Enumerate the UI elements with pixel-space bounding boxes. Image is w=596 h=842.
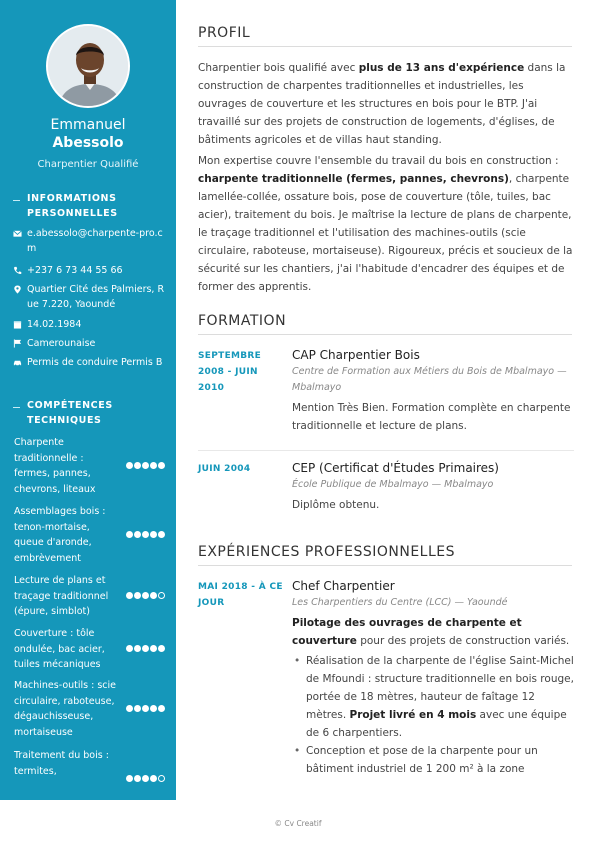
skill-rating — [126, 531, 165, 538]
footer-credit: © Cv Creatif — [274, 819, 322, 828]
license-value: Permis de conduire Permis B — [27, 357, 163, 368]
flag-icon — [13, 339, 22, 348]
formation-heading: FORMATION — [198, 313, 572, 335]
rating-dot-filled — [142, 592, 149, 599]
location-pin-icon — [13, 285, 22, 294]
rating-dot-filled — [126, 531, 133, 538]
sidebar — [0, 0, 176, 800]
email-value[interactable]: e.abessolo@charpente-pro.cm — [27, 228, 163, 254]
person-photo-icon — [48, 26, 130, 108]
rating-dot-filled — [150, 531, 157, 538]
envelope-icon — [13, 229, 22, 238]
skill-label: Couverture : tôle ondulée, bac acier, tuiles mécaniques — [14, 628, 105, 670]
experience-title: Chef Charpentier — [292, 579, 395, 593]
skill-rating — [126, 705, 165, 712]
skill-rating — [126, 775, 165, 782]
formation-date: SEPTEMBRE 2008 - JUIN 2010 — [198, 351, 262, 393]
avatar — [46, 24, 130, 108]
rating-dot-filled — [126, 705, 133, 712]
first-name: Emmanuel — [50, 117, 126, 133]
formation-school: École Publique de Mbalmayo — Mbalmayo — [292, 479, 494, 490]
rating-dot-filled — [126, 462, 133, 469]
experience-bullet: • Réalisation de la charpente de l'église Saint-Michel de Mfoundi : structure traditionnelle en bois rouge, portée de 18 mètres, hauteur de faîtage 12 mètres. Projet livré en 4 mois avec une équipe de 6 charpentiers. — [292, 652, 574, 742]
rating-dot-filled — [134, 645, 141, 652]
experience-heading: EXPÉRIENCES PROFESSIONNELLES — [198, 544, 572, 566]
formation-school: Centre de Formation aux Métiers du Bois de Mbalmayo — Mbalmayo — [292, 366, 567, 393]
profil-paragraph-2: Mon expertise couvre l'ensemble du travail du bois en construction : charpente traditionnelle (fermes, pannes, chevrons), charpente lamellée-collée, ossature bois, pose de couverture (tôle, tuiles, bac acier), traitement du bois. Je maîtrise la lecture de plans de charpente, le traçage traditionnel et l'utilisation des machines-outils (scie circulaire, raboteuse, mortaiseuse). Rigoureux, précis et soucieux de la sécurité sur les chantiers, j'ai l'habitude d'encadrer des équipes et de former des apprentis. — [198, 155, 573, 293]
address-value: Quartier Cité des Palmiers, Rue 7.220, Yaoundé — [27, 284, 165, 310]
skill-label: Traitement du bois : termites, — [14, 750, 109, 777]
rating-dot-empty — [158, 775, 165, 782]
formation-title: CEP (Certificat d'Études Primaires) — [292, 461, 499, 475]
skill-rating — [126, 462, 165, 469]
skill-label: Assemblages bois : tenon-mortaise, queue d'aronde, embrèvement — [14, 506, 106, 564]
rating-dot-empty — [158, 592, 165, 599]
experience-date: MAI 2018 - À CE JOUR — [198, 582, 283, 608]
skill-item — [14, 748, 174, 779]
rating-dot-filled — [126, 775, 133, 782]
rating-dot-filled — [134, 705, 141, 712]
phone-value[interactable]: +237 6 73 44 55 66 — [27, 265, 123, 276]
formation-title: CAP Charpentier Bois — [292, 348, 420, 362]
skills-heading: COMPÉTENCES TECHNIQUES — [13, 398, 163, 428]
phone-row[interactable] — [13, 263, 168, 278]
formation-entry — [292, 459, 574, 514]
experience-bullet: • Conception et pose de la charpente pour un bâtiment industriel de 1 200 m² à la zone — [292, 742, 574, 778]
rating-dot-filled — [158, 531, 165, 538]
skill-item — [14, 573, 174, 620]
formation-description: Mention Très Bien. Formation complète en charpente traditionnelle et lecture de plans. — [292, 402, 571, 432]
experience-summary: Pilotage des ouvrages de charpente et couverture pour des projets de construction variés. — [292, 617, 570, 647]
skill-rating — [126, 645, 165, 652]
profil-heading: PROFIL — [198, 25, 572, 47]
rating-dot-filled — [142, 645, 149, 652]
rating-dot-filled — [150, 592, 157, 599]
skill-item — [14, 504, 174, 566]
rating-dot-filled — [126, 592, 133, 599]
skill-label: Lecture de plans et traçage traditionnel (épure, simblot) — [14, 575, 109, 617]
rating-dot-filled — [142, 705, 149, 712]
divider — [198, 450, 574, 451]
rating-dot-filled — [158, 705, 165, 712]
rating-dot-filled — [150, 462, 157, 469]
profil-paragraph-1: Charpentier bois qualifié avec plus de 13 ans d'expérience dans la construction de charpentes traditionnelles et industrielles, les ouvrages de couverture et les structures en bois pour le BTP. J'ai travaillé sur des projets de construction de logements, d'églises, de bâtiments agricoles et de villas haut standing. — [198, 62, 566, 146]
skill-item — [14, 435, 174, 497]
rating-dot-filled — [150, 645, 157, 652]
skill-item — [14, 678, 174, 740]
car-icon — [13, 358, 22, 367]
experience-company: Les Charpentiers du Centre (LCC) — Yaoundé — [292, 597, 508, 608]
nationality-row — [13, 336, 168, 351]
rating-dot-filled — [134, 592, 141, 599]
rating-dot-filled — [142, 462, 149, 469]
skill-rating — [126, 592, 165, 599]
rating-dot-filled — [134, 462, 141, 469]
rating-dot-filled — [158, 462, 165, 469]
rating-dot-filled — [158, 645, 165, 652]
nationality-value: Camerounaise — [27, 338, 96, 349]
rating-dot-filled — [134, 531, 141, 538]
skill-label: Machines-outils : scie circulaire, raboteuse, dégauchisseuse, mortaiseuse — [14, 680, 117, 738]
email-row[interactable] — [13, 226, 168, 256]
birthdate-value: 14.02.1984 — [27, 319, 82, 330]
birthdate-row — [13, 317, 168, 332]
experience-bullets — [292, 652, 574, 778]
experience-entry — [292, 577, 574, 778]
formation-date: JUIN 2004 — [198, 464, 251, 474]
skill-label: Charpente traditionnelle : fermes, pannes, chevrons, liteaux — [14, 437, 96, 495]
license-row — [13, 355, 168, 370]
rating-dot-filled — [142, 531, 149, 538]
rating-dot-filled — [126, 645, 133, 652]
calendar-icon — [13, 320, 22, 329]
phone-icon — [13, 266, 22, 275]
rating-dot-filled — [150, 705, 157, 712]
rating-dot-filled — [142, 775, 149, 782]
rating-dot-filled — [134, 775, 141, 782]
personal-info-heading: INFORMATIONS PERSONNELLES — [13, 191, 163, 221]
skill-item — [14, 626, 174, 673]
address-row — [13, 282, 168, 312]
rating-dot-filled — [150, 775, 157, 782]
formation-entry — [292, 346, 574, 435]
last-name: Abessolo — [52, 135, 124, 151]
formation-description: Diplôme obtenu. — [292, 499, 380, 511]
job-title: Charpentier Qualifié — [37, 159, 139, 170]
